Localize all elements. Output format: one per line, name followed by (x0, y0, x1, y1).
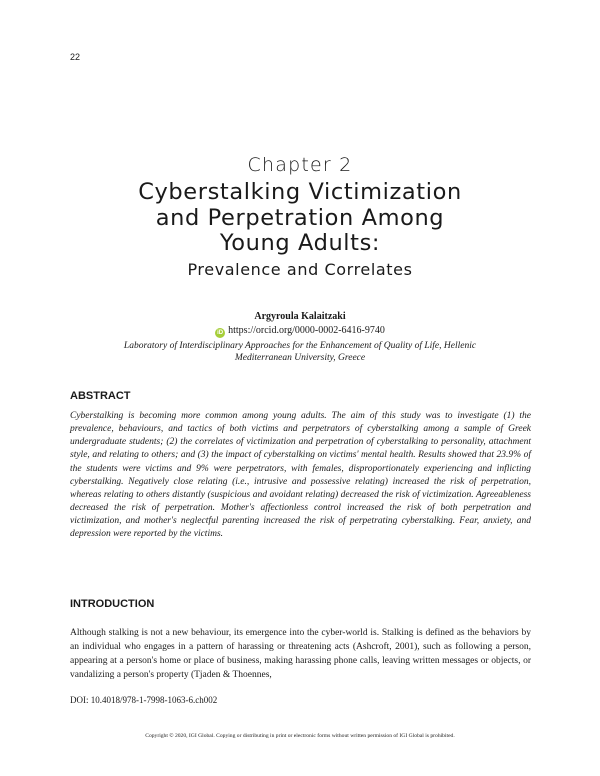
orcid-link[interactable]: https://orcid.org/0000-0002-6416-9740 (228, 325, 385, 336)
abstract-text: Cyberstalking is becoming more common among young adults. The aim of this study was to investigate (1) the prevalence, behaviours, and tactics of both victims and perpetrators of cyberstalking among a sample of Greek undergraduate students; (2) the correlates of victimization and perpetration of cyberstalking to personality, attachment style, and relating to others; and (3) the impact of cyberstalking on victims' mental health. Results showed that 23.9% of the students were victims and 9% were perpetrators, with females, disproportionately experiencing and inflicting cyberstalking. Negatively close relating (i.e., intrusive and possessive relating) increased the risk of perpetration, whereas relating to others distantly (suspicious and avoidant relating) decreased the risk of victimization. Agreeableness decreased the risk of perpetration. Mother's affectionless control increased the risk of both perpetration and victimization, and mother's neglectful parenting increased the risk of perpetrating cyberstalking. Fear, anxiety, and depression were reported by the victims. (70, 411, 531, 540)
chapter-subtitle: Prevalence and Correlates (187, 260, 413, 279)
introduction-text: Although stalking is not a new behaviour, its emergence into the cyber-world is. Stalking is defined as the behaviors by an individual who engages in a pattern of harassing or threatening acts (Ashcroft, 2001), such as following a person, appearing at a person's home or place of business, making harassing phone calls, leaving written messages or objects, or vandalizing a person's property (Tjaden & Thoennes, (70, 628, 531, 680)
chapter-title (60, 180, 540, 257)
chapter-label: Chapter 2 (247, 154, 353, 176)
introduction-heading: INTRODUCTION (70, 598, 155, 610)
page-number: 22 (70, 52, 81, 62)
affiliation-line: Laboratory of Interdisciplinary Approaches for the Enhancement of Quality of Life, Hellenic (123, 341, 477, 351)
copyright-notice: Copyright © 2020, IGI Global. Copying or distributing in print or electronic forms without written permission of IGI Global is prohibited. (145, 733, 455, 739)
title-line: Cyberstalking Victimization (138, 179, 462, 205)
orcid-line (0, 325, 600, 338)
orcid-icon: iD (217, 330, 224, 336)
title-line: Young Adults: (219, 230, 381, 256)
affiliation-line: Mediterranean University, Greece (234, 353, 366, 363)
title-line: and Perpetration Among (155, 204, 445, 231)
author-name: Argyroula Kalaitzaki (254, 311, 346, 322)
doi-line: DOI: 10.4018/978-1-7998-1063-6.ch002 (70, 695, 218, 705)
abstract-heading: ABSTRACT (70, 390, 131, 402)
affiliation (80, 340, 520, 364)
